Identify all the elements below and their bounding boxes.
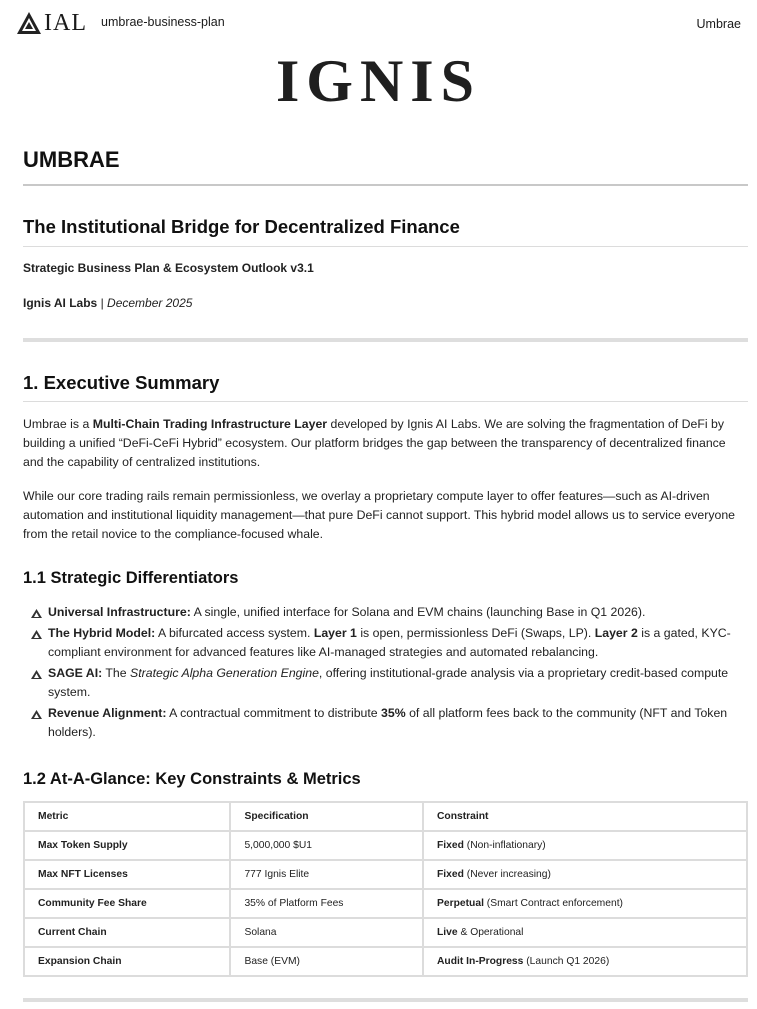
table-row	[24, 918, 747, 947]
table-row	[24, 860, 747, 889]
strategic-differentiators-heading: 1.1 Strategic Differentiators	[23, 569, 239, 587]
item-emphasis: Layer 2	[594, 626, 638, 640]
table-row	[24, 947, 747, 976]
item-text: , offering institutional-grade analysis via a proprietary credit-based compute system.	[48, 666, 729, 699]
metric-cell: Community Fee Share	[24, 889, 230, 918]
metric-cell: Max NFT Licenses	[24, 860, 230, 889]
item-text: A bifurcated access system.	[155, 626, 314, 640]
constraint-detail: (Non-inflationary)	[463, 840, 546, 851]
constraint-emphasis: Fixed	[437, 840, 464, 851]
top-bar	[0, 0, 757, 44]
metric-cell: Expansion Chain	[24, 947, 230, 976]
specification-cell: 5,000,000 $U1	[230, 831, 423, 860]
header-project-name: Umbrae	[696, 17, 741, 31]
key-metrics-heading: 1.2 At-A-Glance: Key Constraints & Metrics	[23, 770, 361, 788]
ignis-wordmark: IGNIS	[275, 48, 482, 114]
table-header-row	[24, 802, 747, 831]
list-item	[31, 603, 743, 622]
brand-logo[interactable]	[16, 10, 87, 36]
item-emphasis: Layer 1	[313, 626, 357, 640]
item-italic: Strategic Alpha Generation Engine	[130, 666, 319, 680]
table-row	[24, 889, 747, 918]
specification-cell: 777 Ignis Elite	[230, 860, 423, 889]
constraint-cell	[423, 860, 747, 889]
constraint-cell	[423, 947, 747, 976]
item-label: Revenue Alignment:	[48, 706, 167, 720]
list-item	[31, 704, 743, 742]
metric-cell: Current Chain	[24, 918, 230, 947]
publish-date: December 2025	[107, 296, 193, 310]
author-date-line	[23, 296, 192, 310]
item-label: The Hybrid Model:	[48, 626, 156, 640]
executive-summary-divider	[23, 401, 748, 402]
column-header-metric: Metric	[24, 802, 230, 831]
item-text: A single, unified interface for Solana and EVM chains (launching Base in Q1 2026).	[190, 605, 646, 619]
triangle-bullet-icon	[31, 630, 42, 639]
constraint-cell	[423, 918, 747, 947]
bottom-section-divider	[23, 998, 748, 1002]
constraint-emphasis: Fixed	[437, 869, 464, 880]
executive-summary-heading: 1. Executive Summary	[23, 372, 220, 393]
constraint-emphasis: Perpetual	[437, 898, 484, 909]
meta-separator: |	[100, 296, 104, 310]
title-divider	[23, 184, 748, 186]
table-row	[24, 831, 747, 860]
section-divider	[23, 338, 748, 342]
document-slug: umbrae-business-plan	[101, 15, 225, 29]
item-text: of all platform fees back to the community (NFT and Token holders).	[48, 706, 728, 739]
constraint-emphasis: Live	[437, 927, 458, 938]
triangle-bullet-icon	[31, 710, 42, 719]
item-text: A contractual commitment to distribute	[166, 706, 382, 720]
constraint-cell	[423, 889, 747, 918]
item-emphasis: 35%	[381, 706, 406, 720]
key-metrics-table	[23, 801, 748, 977]
author-name: Ignis AI Labs	[23, 296, 98, 310]
item-label: SAGE AI:	[48, 666, 103, 680]
list-item	[31, 664, 743, 702]
item-text: is open, permissionless DeFi (Swaps, LP).	[356, 626, 595, 640]
column-header-specification: Specification	[230, 802, 423, 831]
specification-cell: 35% of Platform Fees	[230, 889, 423, 918]
specification-cell: Base (EVM)	[230, 947, 423, 976]
p1-text-a: Umbrae is a	[23, 417, 93, 431]
document-title: UMBRAE	[23, 147, 120, 172]
item-text: The	[102, 666, 131, 680]
constraint-cell	[423, 831, 747, 860]
subtitle-divider	[23, 246, 748, 247]
list-item	[31, 624, 743, 662]
p1-text-c: developed by Ignis AI Labs. We are solving the fragmentation of DeFi by building a unified “DeFi-CeFi Hybrid” ecosystem. Our platform bridges the gap between the transparency of decentralized finance and the capability of centralized institutions.	[23, 417, 726, 469]
brand-text: IAL	[44, 10, 87, 36]
constraint-detail: (Smart Contract enforcement)	[483, 898, 623, 909]
specification-cell: Solana	[230, 918, 423, 947]
item-text: is a gated, KYC-compliant environment for advanced features like AI-managed strategies and automated rebalancing.	[48, 626, 731, 659]
constraint-detail: (Never increasing)	[463, 869, 551, 880]
metric-cell: Max Token Supply	[24, 831, 230, 860]
constraint-detail: & Operational	[457, 927, 524, 938]
plan-version-line: Strategic Business Plan & Ecosystem Outlook v3.1	[23, 261, 314, 275]
executive-summary-paragraph-2: While our core trading rails remain permissionless, we overlay a proprietary compute layer to offer features—such as AI-driven automation and institutional liquidity management—that pure DeFi cannot support. This hybrid model allows us to service everyone from the retail novice to the compliance-focused whale.	[23, 489, 736, 541]
constraint-detail: (Launch Q1 2026)	[523, 956, 610, 967]
item-label: Universal Infrastructure:	[48, 605, 191, 619]
column-header-constraint: Constraint	[423, 802, 747, 831]
triangle-bullet-icon	[31, 670, 42, 679]
p1-emphasis: Multi-Chain Trading Infrastructure Layer	[92, 417, 328, 431]
triangle-bullet-icon	[31, 609, 42, 618]
document-subtitle: The Institutional Bridge for Decentralized Finance	[23, 216, 460, 237]
constraint-emphasis: Audit In-Progress	[437, 956, 524, 967]
executive-summary-paragraph-1	[23, 415, 743, 472]
triangle-logo-icon	[16, 11, 42, 35]
differentiators-list	[31, 603, 743, 744]
